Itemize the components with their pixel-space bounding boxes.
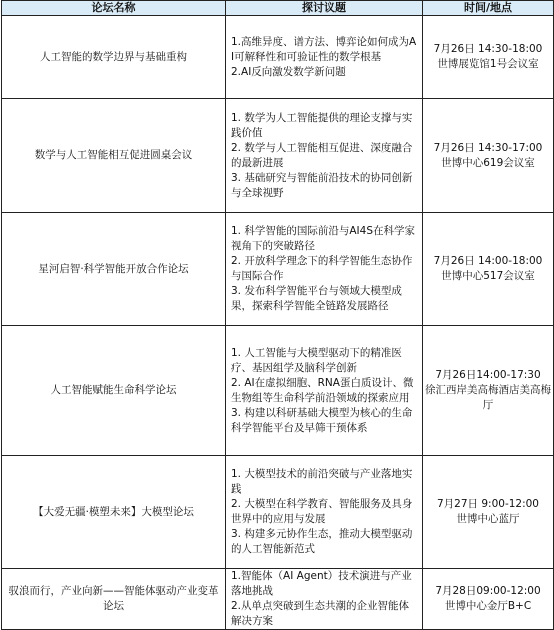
forum-place: 世博展览馆1号会议室 bbox=[437, 58, 539, 70]
forum-topics bbox=[226, 456, 423, 569]
table-row bbox=[2, 456, 554, 569]
topic-item: 2. 大模型在科学教育、智能服务及具身世界中的应用与发展 bbox=[231, 498, 413, 525]
forum-name: 数学与人工智能相互促进圆桌会议 bbox=[2, 99, 226, 213]
forum-topics bbox=[226, 569, 423, 630]
table-row bbox=[2, 569, 554, 630]
table-row bbox=[2, 326, 554, 456]
forum-topics bbox=[226, 213, 423, 326]
topic-item: 1. 大模型技术的前沿突破与产业落地实践 bbox=[231, 468, 413, 495]
forum-name: 星河启智·科学智能开放合作论坛 bbox=[2, 213, 226, 326]
forum-time-place bbox=[423, 99, 554, 213]
forum-place: 世博中心蓝厅 bbox=[456, 513, 520, 525]
topic-item: 3. 构建多元协作生态，推动大模型驱动的人工智能新范式 bbox=[231, 528, 413, 555]
forum-date: 7月27日 9:00-12:00 bbox=[436, 498, 539, 510]
table-row bbox=[2, 99, 554, 213]
forum-date: 7月26日 14:30-17:00 bbox=[433, 141, 543, 154]
forum-date: 7月26日14:00-17:30 bbox=[435, 369, 541, 381]
topic-item: 1. 数学为人工智能提供的理论支撑与实践价值 bbox=[231, 111, 413, 139]
forum-date: 7月26日 14:30-18:00 bbox=[433, 43, 543, 55]
topic-item: 1.智能体（AI Agent）技术演进与产业落地挑战 bbox=[231, 570, 412, 597]
forum-time-place bbox=[423, 326, 554, 456]
forum-date: 7月26日 14:00-18:00 bbox=[433, 255, 543, 267]
forum-name: 人工智能的数学边界与基础重构 bbox=[2, 16, 226, 99]
topic-item: 2.从单点突破到生态共潮的企业智能体解决方案 bbox=[231, 600, 410, 627]
topic-item: 3. 基础研究与智能前沿技术的协同创新与全球视野 bbox=[231, 171, 413, 199]
forum-time-place bbox=[423, 456, 554, 569]
forum-place: 世博中心619会议室 bbox=[441, 156, 535, 169]
topic-item: 1. 科学智能的国际前沿与AI4S在科学家视角下的突破路径 bbox=[231, 225, 415, 252]
topic-item: 2.AI反向激发数学新问题 bbox=[231, 65, 346, 78]
forum-place: 徐汇西岸美高梅酒店美高梅厅 bbox=[425, 384, 551, 411]
forum-name: 人工智能赋能生命科学论坛 bbox=[2, 326, 226, 456]
forum-topics bbox=[226, 99, 423, 213]
forum-time-place bbox=[423, 16, 554, 99]
forum-name: 【大爱无疆·模塑未来】大模型论坛 bbox=[2, 456, 226, 569]
header-topics: 探讨议题 bbox=[226, 1, 423, 16]
header-forum-name: 论坛名称 bbox=[2, 1, 226, 16]
forum-time-place bbox=[423, 569, 554, 630]
forum-schedule-table bbox=[1, 0, 554, 630]
forum-topics bbox=[226, 16, 423, 99]
forum-time-place bbox=[423, 213, 554, 326]
table-row bbox=[2, 213, 554, 326]
forum-date: 7月28日09:00-12:00 bbox=[435, 585, 541, 597]
forum-place: 世博中心金厅B+C bbox=[444, 600, 532, 612]
topic-item: 1.高维异度、谱方法、博弈论如何成为AI可解释性和可验证性的数学根基 bbox=[231, 35, 417, 63]
forum-name: 驭浪而行，产业向新——智能体驱动产业变革论坛 bbox=[2, 569, 226, 630]
forum-place: 世博中心517会议室 bbox=[441, 270, 535, 282]
topic-item: 1. 人工智能与大模型驱动下的精准医疗、基因组学及脑科学创新 bbox=[231, 346, 402, 374]
topic-item: 2. 开放科学理念下的科学智能生态协作与国际合作 bbox=[231, 255, 413, 282]
topic-item: 2. 数学与人工智能相互促进、深度融合的最新进展 bbox=[231, 141, 413, 169]
header-time-place: 时间/地点 bbox=[423, 1, 554, 16]
forum-topics bbox=[226, 326, 423, 456]
topic-item: 3. 发布科学智能平台与领域大模型成果，探索科学智能全链路发展路径 bbox=[231, 285, 402, 312]
topic-item: 3. 构建以科研基础大模型为核心的生命科学智能平台及早筛干预体系 bbox=[231, 406, 413, 434]
table-row bbox=[2, 16, 554, 99]
header-row bbox=[2, 1, 554, 16]
topic-item: 2. AI在虚拟细胞、RNA蛋白质设计、微生物组等生命科学前沿领域的探索应用 bbox=[231, 376, 414, 404]
